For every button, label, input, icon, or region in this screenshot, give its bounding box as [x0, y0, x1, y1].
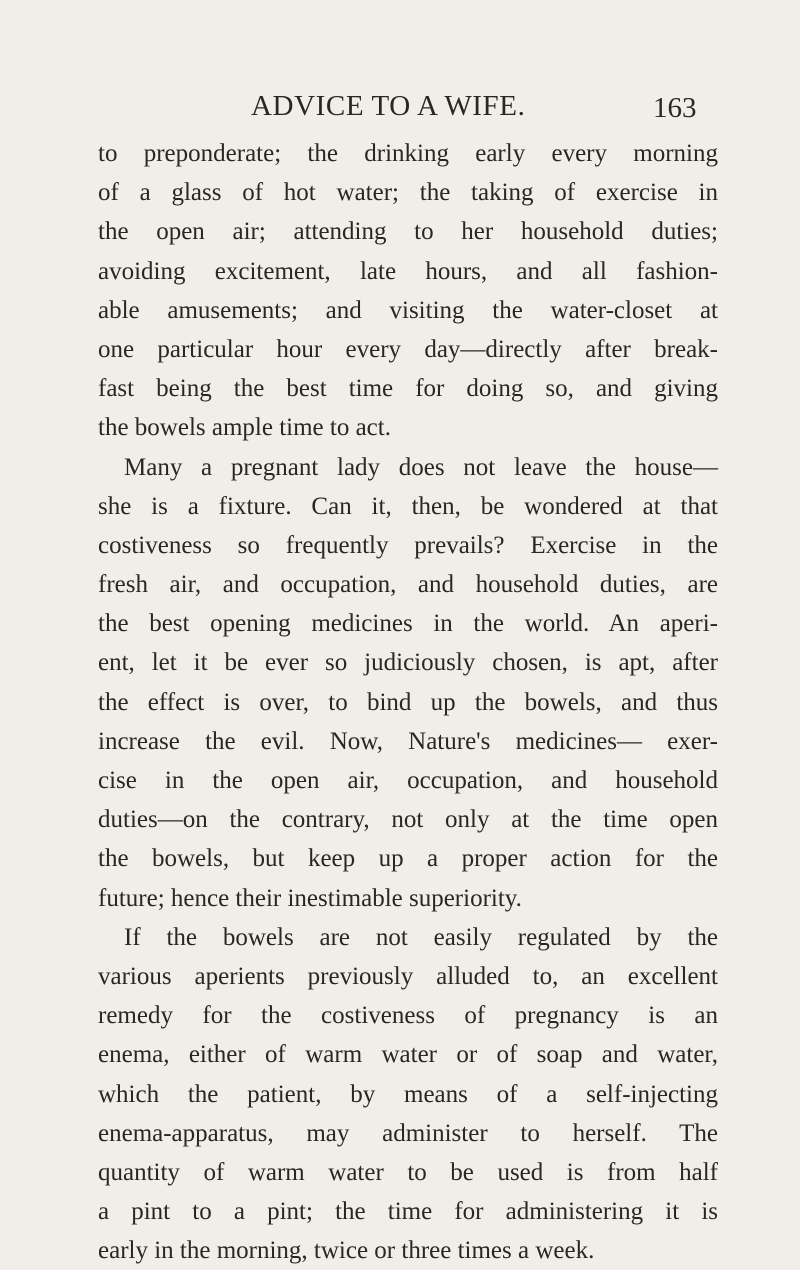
text-line: fast being the best time for doing so, and giving	[98, 375, 718, 403]
text-line: future; hence their inestimable superiority.	[98, 884, 522, 912]
text-line: avoiding excitement, late hours, and all fashion-	[98, 257, 718, 285]
text-line: the best opening medicines in the world. An aperi-	[98, 610, 718, 638]
text-line: Many a pregnant lady does not leave the house—	[124, 453, 718, 481]
body-text	[98, 134, 718, 1270]
text-line: fresh air, and occupation, and household duties, are	[98, 571, 718, 599]
paragraph	[98, 918, 718, 1270]
paragraph	[98, 448, 718, 918]
text-line: which the patient, by means of a self-injecting	[98, 1080, 718, 1108]
text-line: she is a fixture. Can it, then, be wondered at that	[98, 492, 718, 520]
text-line: to preponderate; the drinking early every morning	[98, 140, 718, 167]
text-line: costiveness so frequently prevails? Exercise in the	[98, 531, 718, 559]
text-line: If the bowels are not easily regulated by the	[124, 923, 718, 951]
text-line: increase the evil. Now, Nature's medicines— exer-	[98, 727, 718, 755]
text-line: quantity of warm water to be used is from half	[98, 1158, 718, 1186]
page-header	[0, 88, 800, 128]
text-line: early in the morning, twice or three times a week.	[98, 1237, 595, 1265]
text-line: enema, either of warm water or of soap and water,	[98, 1041, 718, 1069]
text-line: the bowels, but keep up a proper action for the	[98, 845, 718, 873]
text-line: ent, let it be ever so judiciously chosen, is apt, after	[98, 649, 718, 677]
text-line: of a glass of hot water; the taking of exercise in	[98, 179, 718, 207]
page-number: 163	[653, 92, 697, 124]
text-line: duties—on the contrary, not only at the time open	[98, 806, 718, 834]
text-line: able amusements; and visiting the water-closet at	[98, 296, 718, 324]
running-head: ADVICE TO A WIFE.	[251, 90, 526, 122]
text-line: enema-apparatus, may administer to herself. The	[98, 1119, 718, 1147]
text-line: various aperients previously alluded to, an excellent	[98, 962, 718, 990]
text-line: one particular hour every day—directly after break-	[98, 335, 718, 363]
paragraph	[98, 134, 718, 448]
text-line: a pint to a pint; the time for administering it is	[98, 1198, 718, 1226]
text-line: the effect is over, to bind up the bowels, and thus	[98, 688, 718, 716]
text-line: remedy for the costiveness of pregnancy is an	[98, 1002, 718, 1030]
text-line: the bowels ample time to act.	[98, 414, 391, 442]
text-line: cise in the open air, occupation, and household	[98, 767, 718, 794]
text-line: the open air; attending to her household duties;	[98, 218, 718, 246]
